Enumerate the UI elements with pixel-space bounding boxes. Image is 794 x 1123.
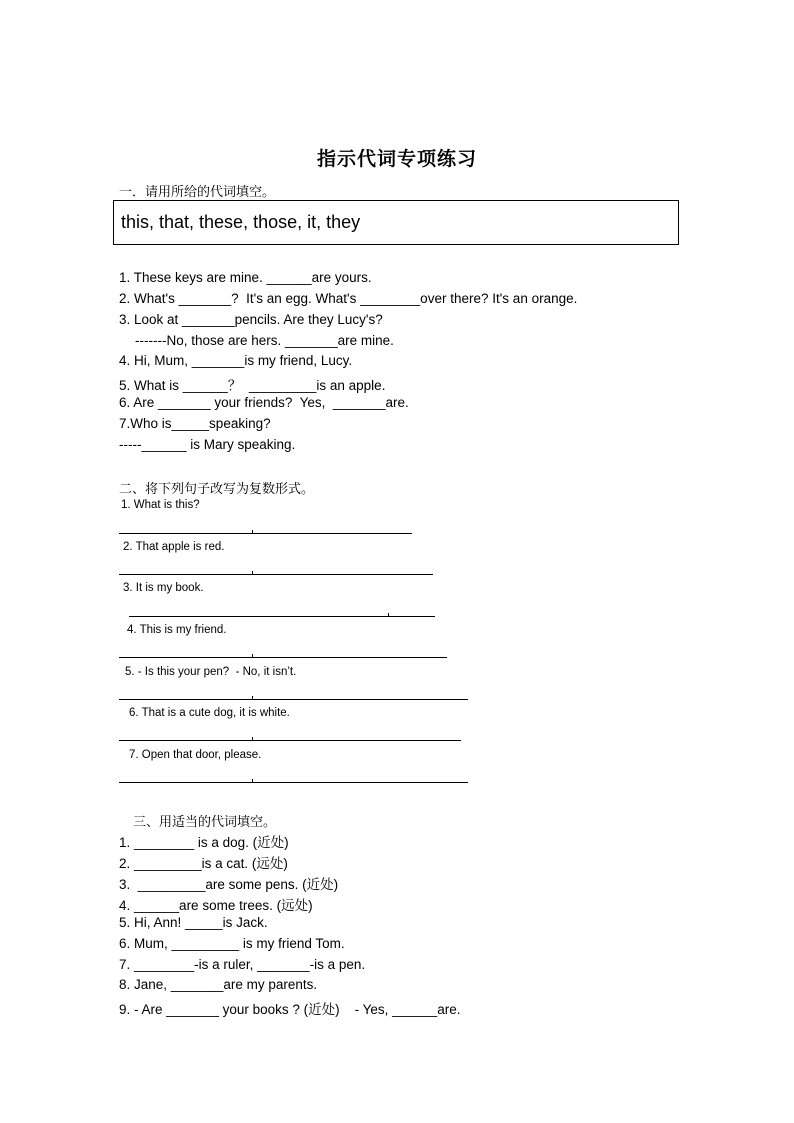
s3-question-5: 5. Hi, Ann! _____is Jack. <box>119 915 268 930</box>
line-tick <box>252 571 253 575</box>
s2-sentence-1: 1. What is this? <box>121 499 200 511</box>
word-bank-box <box>113 200 679 245</box>
s3-question-8: 8. Jane, _______are my parents. <box>119 977 318 992</box>
s1-question-2: 2. What's _______? It's an egg. What's ________over there? It's an orange. <box>119 291 578 306</box>
s2-sentence-7: 7. Open that door, please. <box>129 749 262 761</box>
s3-question-2: 2. _________is a cat. (远处) <box>119 856 288 871</box>
line-tick <box>252 654 253 658</box>
answer-line <box>119 782 468 783</box>
section3-heading: 三、用适当的代词填空。 <box>133 814 277 829</box>
section1-heading: 一．请用所给的代词填空。 <box>119 184 276 199</box>
line-tick <box>252 779 253 783</box>
s2-sentence-5: 5. - Is this your pen? - No, it isn’t. <box>125 666 297 678</box>
s2-sentence-6: 6. That is a cute dog, it is white. <box>129 707 290 719</box>
s1-question-4: 4. Hi, Mum, _______is my friend, Lucy. <box>119 353 353 368</box>
line-tick <box>252 737 253 741</box>
s3-question-9: 9. - Are _______ your books ? (近处) - Yes, ______are. <box>119 1002 461 1017</box>
answer-line <box>119 657 447 658</box>
answer-line <box>129 616 435 617</box>
word-bank-text: this, that, these, those, it, they <box>121 212 361 232</box>
s2-sentence-3: 3. It is my book. <box>123 582 204 594</box>
s1-question-5: 5. What is ______？ _________is an apple. <box>119 378 386 393</box>
s3-question-3: 3. _________are some pens. (近处) <box>119 877 339 892</box>
s3-question-6: 6. Mum, _________ is my friend Tom. <box>119 936 345 951</box>
s2-sentence-2: 2. That apple is red. <box>123 541 225 553</box>
line-tick <box>388 613 389 617</box>
s1-question-7-answer: -----______ is Mary speaking. <box>119 437 296 452</box>
s3-question-7: 7. ________-is a ruler, _______-is a pen. <box>119 957 366 972</box>
answer-line <box>119 574 433 575</box>
s1-question-3: 3. Look at _______pencils. Are they Lucy's? <box>119 312 383 327</box>
line-tick <box>252 696 253 700</box>
s3-question-1: 1. ________ is a dog. (近处) <box>119 835 289 850</box>
line-tick <box>252 530 253 534</box>
page-title: 指示代词专项练习 <box>316 148 477 170</box>
answer-line <box>119 533 412 534</box>
s1-question-3-answer: -------No, those are hers. _______are mine. <box>135 333 394 348</box>
section2-heading: 二、将下列句子改写为复数形式。 <box>119 481 315 496</box>
s1-question-1: 1. These keys are mine. ______are yours. <box>119 270 372 285</box>
answer-line <box>119 699 468 700</box>
s2-sentence-4: 4. This is my friend. <box>127 624 227 636</box>
answer-line <box>119 740 461 741</box>
s1-question-6: 6. Are _______ your friends? Yes, _______are. <box>119 395 409 410</box>
s3-question-4: 4. ______are some trees. (远处) <box>119 898 313 913</box>
s1-question-7: 7.Who is_____speaking? <box>119 416 271 431</box>
